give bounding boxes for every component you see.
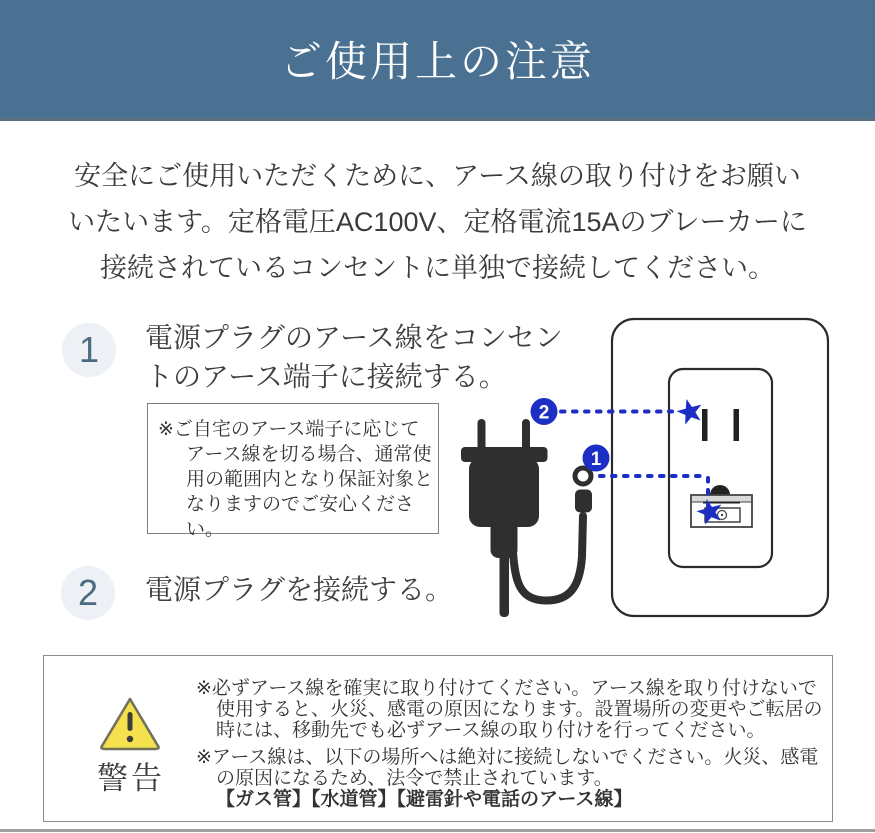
step-1-number: 1	[78, 329, 100, 370]
svg-text:2: 2	[538, 402, 550, 424]
step-1-number-badge	[62, 323, 116, 377]
warning-triangle-icon	[97, 695, 163, 752]
intro-line: 接続されているコンセントに単独で接続してください。	[100, 253, 775, 283]
earth-wire	[513, 516, 583, 601]
diagram-marker-2	[531, 398, 558, 425]
note-line: なりますのでご安心ください。	[186, 494, 415, 540]
step-1-text: 電源プラグのアース線をコンセン トのアース端子に接続する。	[145, 322, 563, 392]
guarantee-note-box	[147, 403, 439, 540]
power-plug-icon	[461, 419, 592, 617]
diagram-marker-1	[583, 445, 610, 472]
intro-paragraph	[0, 153, 875, 291]
page-title: ご使用上の注意	[279, 38, 595, 85]
ring-terminal-crimp	[575, 490, 592, 513]
warning-paragraph: ※必ずアース線を確実に取り付けてください。アース線を取り付けないで 使用すると、火災、感電の原因になります。設置場所の変更やご転居の 時には、移動先でも必ずアース線の取り付けを行ってください。	[196, 678, 823, 741]
intro-line: 安全にご使用いただくために、アース線の取り付けをお願い	[74, 161, 801, 191]
warning-paragraph: ※アース線は、以下の場所へは絶対に接続しないでください。火災、感電 の原因になるため、法令で禁止されています。 【ガス管】【水道管】【避雷針や電話のアース線】	[196, 747, 826, 810]
intro-line: いたいます。定格電圧AC100V、定格電流15Aのブレーカーに	[68, 207, 807, 237]
warning-label: 警告	[97, 761, 165, 796]
plug-outlet-diagram	[448, 310, 843, 645]
note-line: 用の範囲内となり保証対象と	[186, 469, 434, 490]
step-2-text: 電源プラグを接続する。	[145, 574, 454, 605]
note-line: ※ご自宅のアース端子に応じて	[158, 419, 420, 440]
warning-text	[196, 678, 826, 810]
outlet-slot-right	[734, 409, 740, 441]
earth-ring-terminal-icon	[575, 468, 591, 484]
header-band	[0, 0, 875, 121]
warning-box	[43, 655, 833, 822]
step-2-number: 2	[77, 572, 99, 613]
outlet-slot-left	[702, 409, 708, 441]
wall-outlet-icon	[612, 319, 828, 616]
prohibited-locations: 【ガス管】【水道管】【避雷針や電話のアース線】	[216, 789, 633, 810]
svg-text:1: 1	[590, 449, 602, 470]
power-cable	[500, 550, 510, 617]
bottom-divider	[0, 829, 875, 832]
note-line: アース線を切る場合、通常使	[186, 444, 432, 465]
step-2-number-badge	[61, 566, 115, 620]
